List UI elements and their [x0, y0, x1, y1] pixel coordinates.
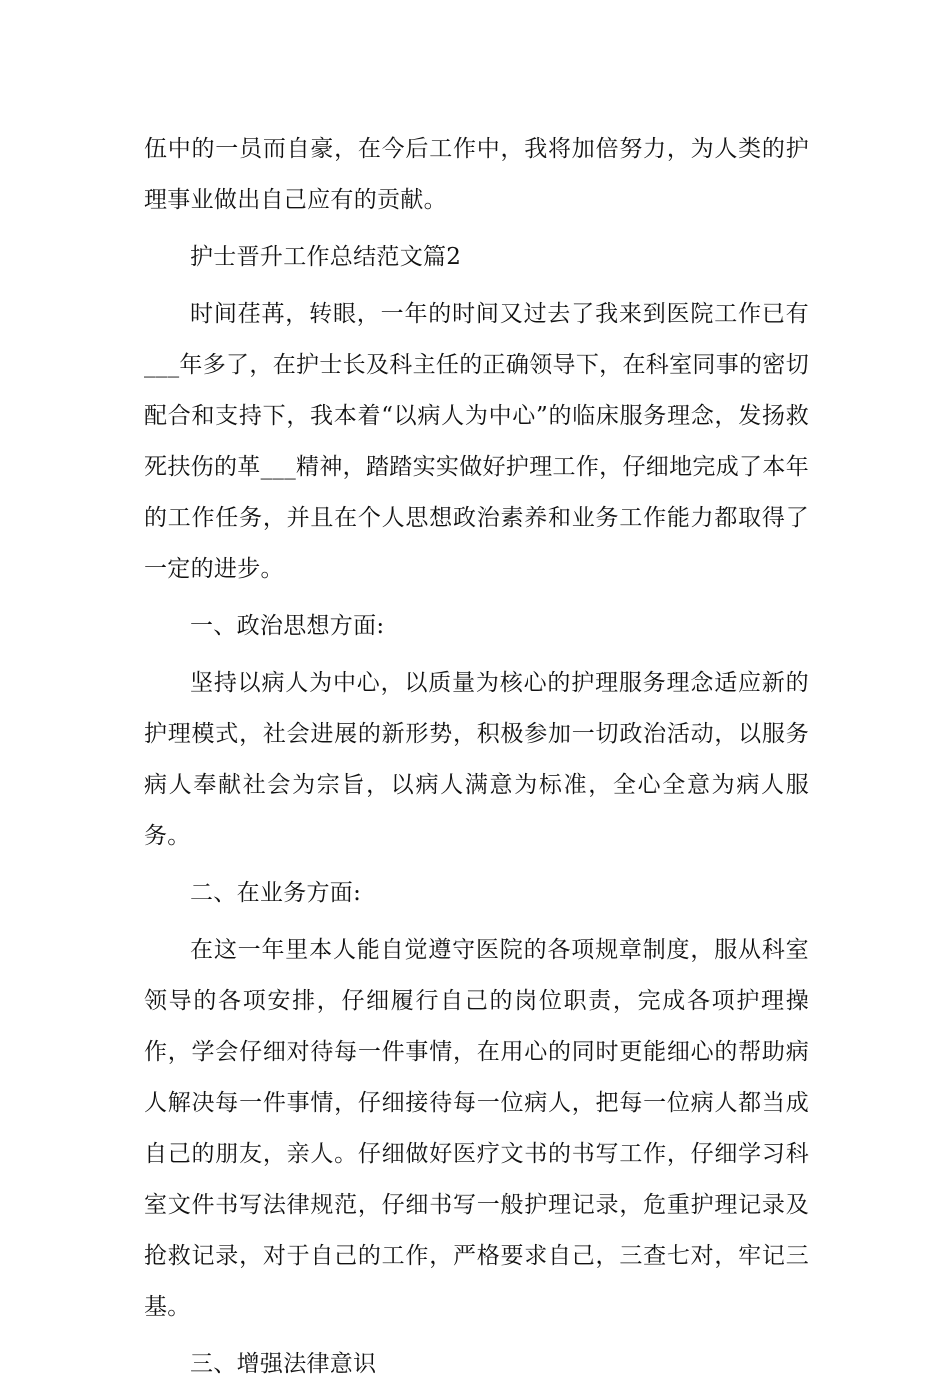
- section-heading-business: 二、在业务方面:: [190, 880, 362, 906]
- section-heading-legal: 三、增强法律意识: [190, 1351, 377, 1377]
- section-heading-political: 一、政治思想方面:: [190, 613, 385, 639]
- document-body: [144, 124, 809, 1396]
- paragraph-continuation: 伍中的一员而自豪，在今后工作中，我将加倍努力，为人类的护理事业做出自己应有的贡献。: [144, 136, 809, 213]
- paragraph-intro: 时间荏苒，转眼，一年的时间又过去了我来到医院工作已有___年多了，在护士长及科主任的正确领导下，在科室同事的密切配合和支持下，我本着“以病人为中心”的临床服务理念，发扬救死扶伤的革___精神，踏踏实实做好护理工作，仔细地完成了本年的工作任务，并且在个人思想政治素养和业务工作能力都取得了一定的进步。: [144, 301, 809, 582]
- paragraph-political: 坚持以病人为中心，以质量为核心的护理服务理念适应新的护理模式，社会进展的新形势，积极参加一切政治活动，以服务病人奉献社会为宗旨，以病人满意为标准，全心全意为病人服务。: [144, 670, 809, 849]
- section-heading-article-2: 护士晋升工作总结范文篇2: [190, 244, 462, 270]
- paragraph-business: 在这一年里本人能自觉遵守医院的各项规章制度，服从科室领导的各项安排，仔细履行自己的岗位职责，完成各项护理操作，学会仔细对待每一件事情，在用心的同时更能细心的帮助病人解决每一件事情，仔细接待每一位病人，把每一位病人都当成自己的朋友，亲人。仔细做好医疗文书的书写工作，仔细学习科室文件书写法律规范，仔细书写一般护理记录，危重护理记录及抢救记录，对于自己的工作，严格要求自己，三查七对，牢记三基。: [144, 937, 809, 1320]
